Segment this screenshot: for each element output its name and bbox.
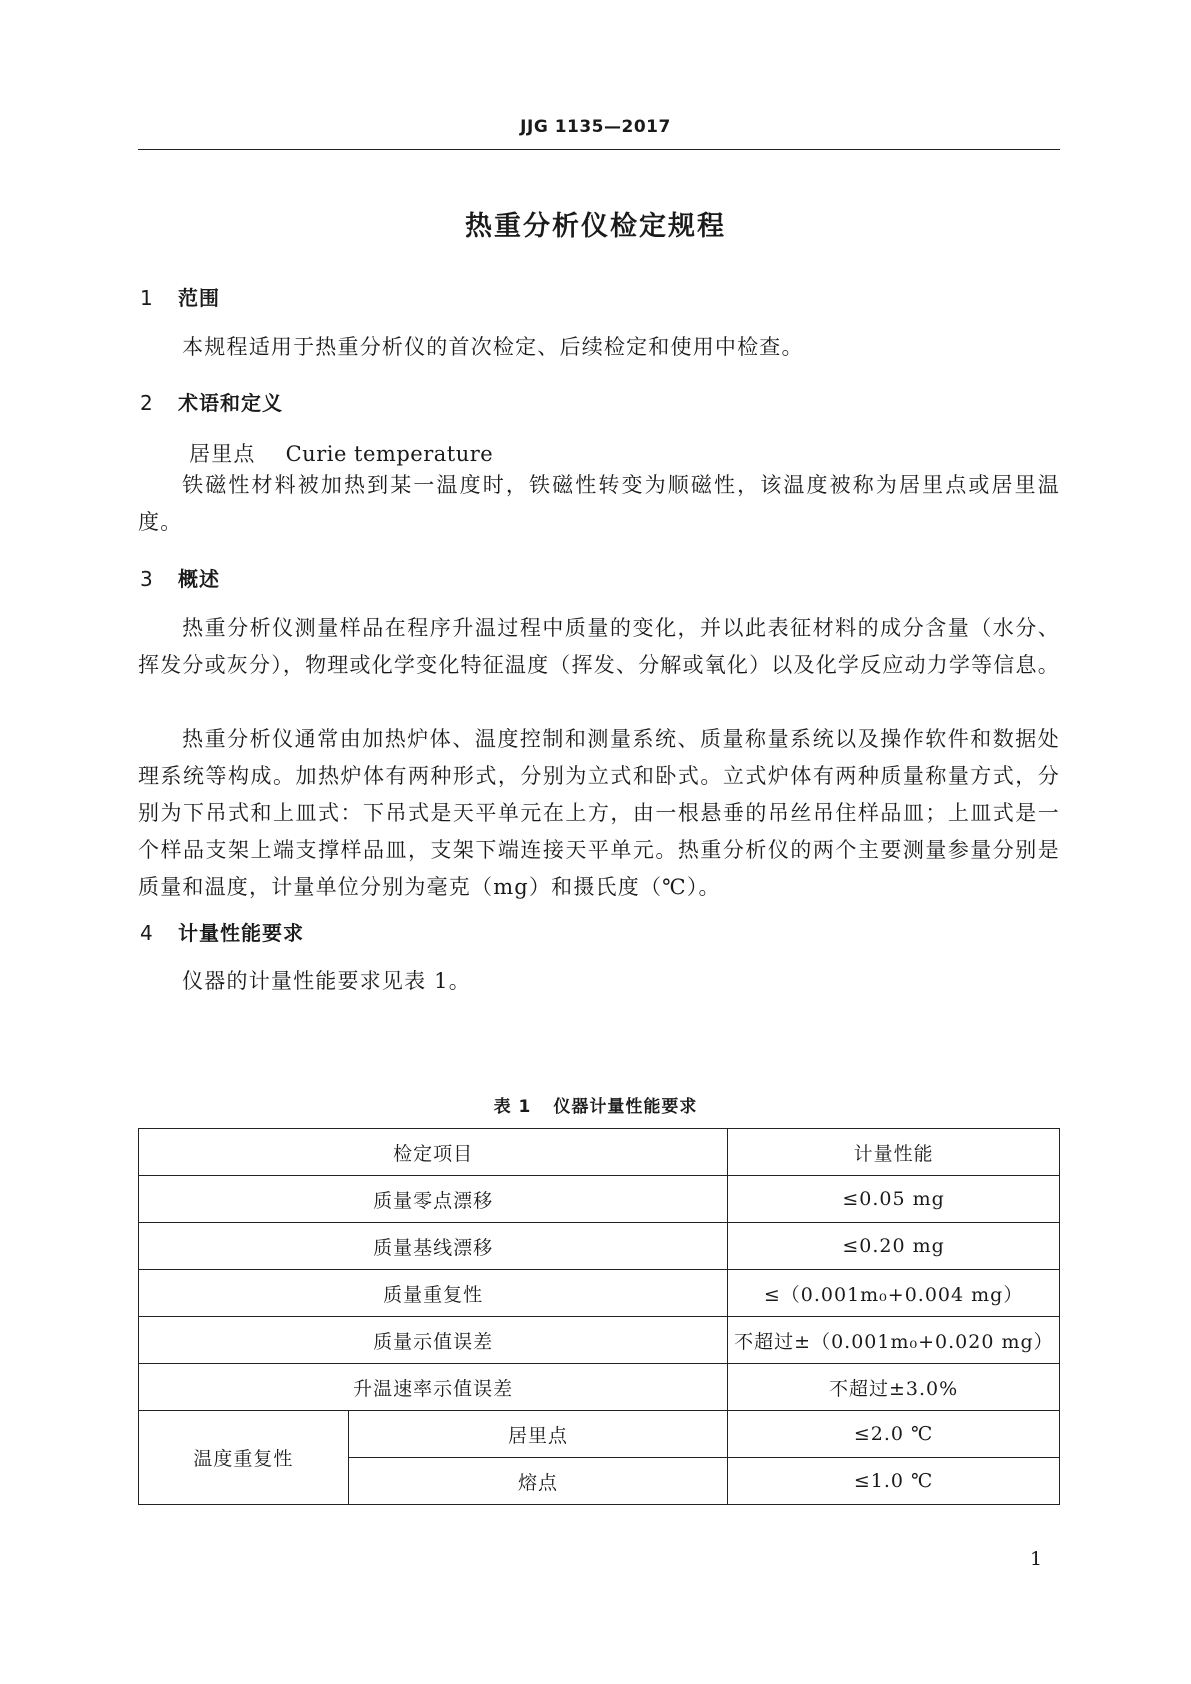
table-caption-title: 仪器计量性能要求 bbox=[553, 1097, 698, 1117]
performance-table bbox=[138, 1128, 1060, 1505]
overview-paragraph-1: 热重分析仪测量样品在程序升温过程中质量的变化，并以此表征材料的成分含量（水分、挥发分或灰分），物理或化学变化特征温度（挥发、分解或氧化）以及化学反应动力学等信息。 bbox=[138, 616, 1060, 677]
perf-cell: ≤1.0 ℃ bbox=[728, 1458, 1060, 1505]
table-row bbox=[139, 1317, 1060, 1364]
section-number: 4 bbox=[140, 921, 154, 945]
table-caption bbox=[0, 1092, 1191, 1117]
perf-cell: ≤0.20 mg bbox=[728, 1223, 1060, 1270]
perf-cell: ≤0.05 mg bbox=[728, 1176, 1060, 1223]
perf-cell: 不超过±（0.001m₀+0.020 mg） bbox=[728, 1317, 1060, 1364]
term-entry bbox=[189, 438, 493, 468]
item-cell: 质量示值误差 bbox=[139, 1317, 728, 1364]
table-row bbox=[139, 1223, 1060, 1270]
item-cell: 质量基线漂移 bbox=[139, 1223, 728, 1270]
table-caption-label: 表 1 bbox=[493, 1097, 532, 1117]
table-row bbox=[139, 1176, 1060, 1223]
overview-paragraph-2: 热重分析仪通常由加热炉体、温度控制和测量系统、质量称量系统以及操作软件和数据处理系统等构成。加热炉体有两种形式，分别为立式和卧式。立式炉体有两种质量称量方式，分别为下吊式和上皿式：下吊式是天平单元在上方，由一根悬垂的吊丝吊住样品皿；上皿式是一个样品支架上端支撑样品皿，支架下端连接天平单元。热重分析仪的两个主要测量参量分别是质量和温度，计量单位分别为毫克（mg）和摄氏度（℃）。 bbox=[138, 727, 1060, 899]
section-2-heading bbox=[140, 387, 283, 416]
header-perf-cell: 计量性能 bbox=[728, 1129, 1060, 1176]
document-code: JJG 1135—2017 bbox=[520, 117, 671, 137]
item-cell: 质量零点漂移 bbox=[139, 1176, 728, 1223]
header-item-cell: 检定项目 bbox=[139, 1129, 728, 1176]
item-cell: 质量重复性 bbox=[139, 1270, 728, 1317]
page-title: 热重分析仪检定规程 bbox=[465, 211, 726, 242]
term-chinese: 居里点 bbox=[189, 442, 256, 466]
table-row bbox=[139, 1270, 1060, 1317]
table-row bbox=[139, 1364, 1060, 1411]
section-title: 范围 bbox=[178, 286, 220, 310]
group-item-cell: 温度重复性 bbox=[139, 1411, 349, 1505]
page-number: 1 bbox=[1030, 1548, 1043, 1570]
section-4-heading bbox=[140, 917, 304, 946]
header-rule bbox=[138, 149, 1060, 150]
section-3-heading bbox=[140, 563, 220, 592]
section-number: 2 bbox=[140, 391, 154, 415]
perf-cell: ≤2.0 ℃ bbox=[728, 1411, 1060, 1458]
section-title: 术语和定义 bbox=[178, 391, 283, 415]
section-title: 计量性能要求 bbox=[178, 921, 304, 945]
item-cell: 升温速率示值误差 bbox=[139, 1364, 728, 1411]
perf-cell: 不超过±3.0% bbox=[728, 1364, 1060, 1411]
scope-paragraph: 本规程适用于热重分析仪的首次检定、后续检定和使用中检查。 bbox=[182, 335, 804, 359]
section-1-heading bbox=[140, 282, 220, 311]
table-row bbox=[139, 1411, 1060, 1458]
term-english: Curie temperature bbox=[285, 442, 494, 466]
sub-item-cell: 熔点 bbox=[348, 1458, 727, 1505]
section-number: 1 bbox=[140, 286, 154, 310]
section-title: 概述 bbox=[178, 567, 220, 591]
term-definition: 铁磁性材料被加热到某一温度时，铁磁性转变为顺磁性，该温度被称为居里点或居里温度。 bbox=[138, 473, 1060, 534]
section-number: 3 bbox=[140, 567, 154, 591]
sub-item-cell: 居里点 bbox=[348, 1411, 727, 1458]
requirements-intro: 仪器的计量性能要求见表 1。 bbox=[182, 969, 471, 993]
table-header-row bbox=[139, 1129, 1060, 1176]
perf-cell: ≤（0.001m₀+0.004 mg） bbox=[728, 1270, 1060, 1317]
